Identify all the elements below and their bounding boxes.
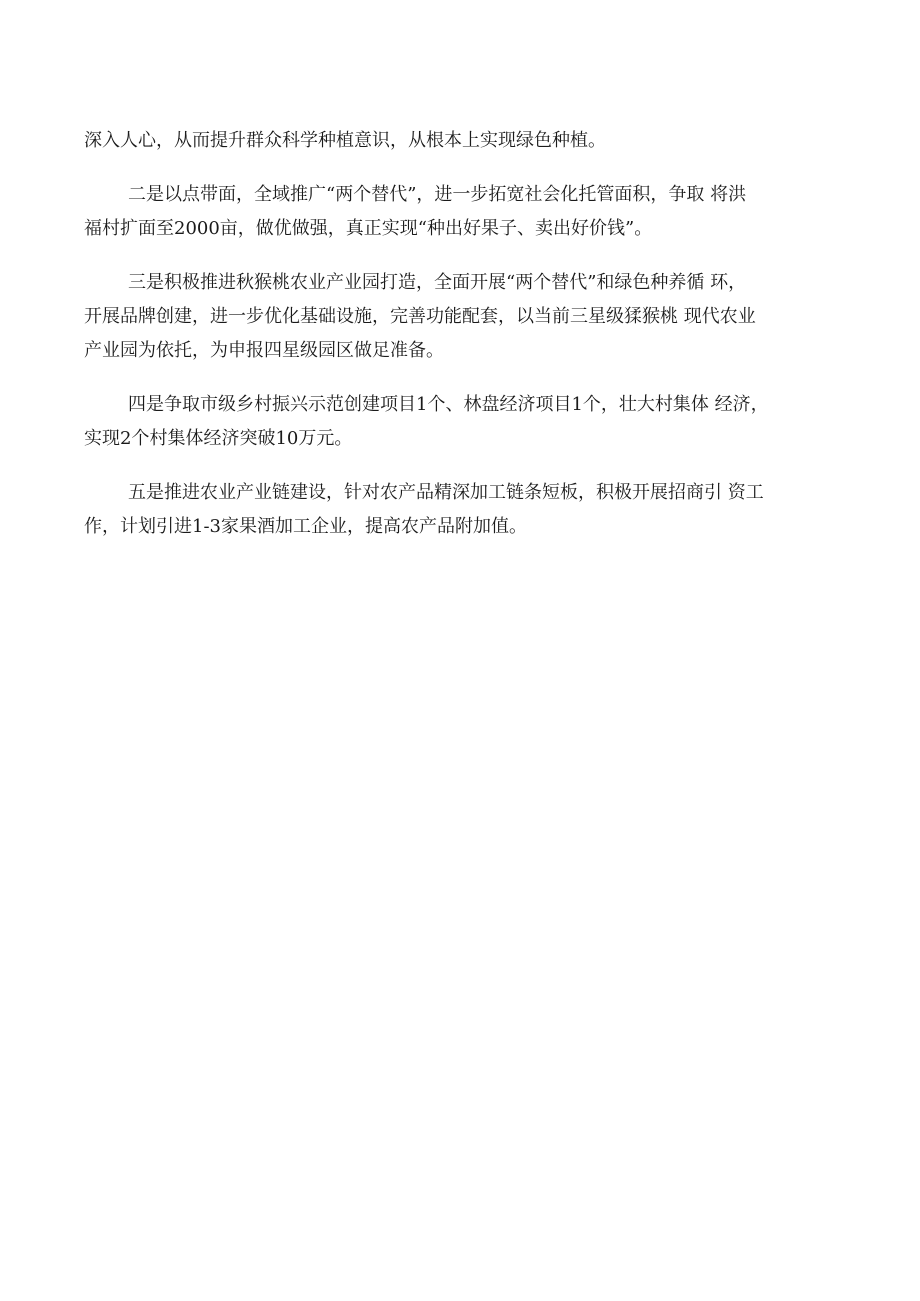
document-body bbox=[84, 124, 840, 544]
paragraph-line: 四是争取市级乡村振兴示范创建项目1个、林盘经济项目1个，壮大村集体 经济， bbox=[128, 394, 769, 415]
paragraph-line: 深入人心，从而提升群众科学种植意识，从根本上实现绿色种植。 bbox=[84, 130, 606, 151]
paragraph-line: 开展品牌创建，进一步优化基础设施，完善功能配套，以当前三星级猱猴桃 现代农业 bbox=[84, 306, 756, 327]
paragraph-line: 三是积极推进秋猴桃农业产业园打造，全面开展“两个替代”和绿色种养循 环， bbox=[128, 272, 747, 293]
paragraph-spacer bbox=[84, 246, 840, 266]
paragraph-four bbox=[84, 388, 840, 456]
paragraph-line: 五是推进农业产业链建设，针对农产品精深加工链条短板，积极开展招商引 资工 bbox=[128, 482, 764, 503]
paragraph-three bbox=[84, 266, 840, 368]
paragraph-line: 作，计划引进1-3家果酒加工企业，提高农产品附加值。 bbox=[84, 516, 527, 537]
paragraph-line: 实现2个村集体经济突破10万元。 bbox=[84, 428, 353, 449]
paragraph-continuation bbox=[84, 124, 840, 158]
paragraph-line: 产业园为依托，为申报四星级园区做足准备。 bbox=[84, 340, 444, 361]
paragraph-line: 福村扩面至2000亩，做优做强，真正实现“种出好果子、卖出好价钱”。 bbox=[84, 218, 653, 239]
paragraph-spacer bbox=[84, 456, 840, 476]
paragraph-spacer bbox=[84, 368, 840, 388]
paragraph-spacer bbox=[84, 158, 840, 178]
paragraph-two bbox=[84, 178, 840, 246]
paragraph-five bbox=[84, 476, 840, 544]
paragraph-line: 二是以点带面，全域推广“两个替代”，进一步拓宽社会化托管面积，争取 将洪 bbox=[128, 184, 747, 205]
